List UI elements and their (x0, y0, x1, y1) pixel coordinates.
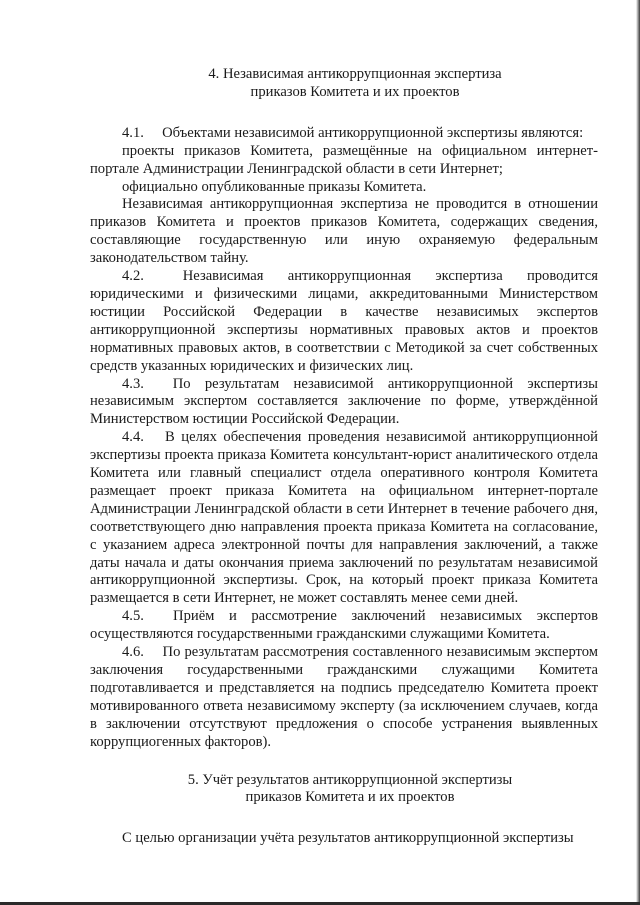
section-4-title-line1: 4. Независимая антикоррупционная экспертиза (208, 66, 502, 82)
section-4-heading (90, 66, 598, 102)
paragraph-4-1-item-2: официально опубликованные приказы Комитета. (122, 178, 427, 195)
paragraph-4-3: 4.3. По результатам независимой антикоррупционной экспертизы независимым экспертом составляется заключение по форме, утверждённой Министерством юстиции Российской Федерации. (90, 375, 598, 428)
section-4-title-line2: приказов Комитета и их проектов (250, 83, 460, 100)
paragraph-4-6: 4.6. По результатам рассмотрения составленного независимым экспертом заключения государственными гражданскими служащими Комитета подготавливается и представляется на подпись председателю Комитета проект мотивированного ответа независимому эксперту (за исключением случаев, когда в заключении отсутствуют предложения о способе устранения выявленных коррупциогенных факторов). (90, 644, 598, 750)
section-5-title-line2: приказов Комитета и их проектов (245, 789, 455, 806)
paragraph-4-1: 4.1. Объектами независимой антикоррупционной экспертизы являются: (122, 124, 584, 141)
section-5-heading (90, 772, 598, 808)
section-4-body (90, 125, 598, 752)
document-page (90, 66, 598, 848)
paragraph-4-1-item-1: проекты приказов Комитета, размещённые на официальном интернет-портале Администрации Ленинградской области в сети Интернет; (90, 142, 598, 177)
paragraph-4-2: 4.2. Независимая антикоррупционная экспертиза проводится юридическими и физическими лицами, аккредитованными Министерством юстиции Российской Федерации в качестве независимых экспертов антикоррупционной экспертизы нормативных правовых актов и проектов нормативных правовых актов, в соответствии с Методикой за счет собственных средств указанных юридических и физических лиц. (90, 268, 598, 374)
paragraph-4-4: 4.4. В целях обеспечения проведения независимой антикоррупционной экспертизы проекта приказа Комитета консультант-юрист аналитического отдела Комитета или главный специалист отдела оперативного контроля Комитета размещает проект приказа Комитета на официальном интернет-портале Администрации Ленинградской области в сети Интернет в течение рабочего дня, соответствующего дню направления проекта приказа Комитета на согласование, с указанием адреса электронной почты для направления заключений, а также даты начала и даты окончания приема заключений по результатам независимой антикоррупционной экспертизы. Срок, на который проект приказа Комитета размещается в сети Интернет, не может составлять менее семи дней. (90, 429, 598, 607)
paragraph-4-5: 4.5. Приём и рассмотрение заключений независимых экспертов осуществляются государственными гражданскими служащими Комитета. (90, 608, 598, 643)
section-5-body (90, 830, 598, 848)
paragraph-4-1-exception: Независимая антикоррупционная экспертиза не проводится в отношении приказов Комитета и проектов приказов Комитета, содержащих сведения, составляющие государственную или иную охраняемую федеральным законодательством тайну. (90, 196, 598, 267)
section-5-title-line1: 5. Учёт результатов антикоррупционной экспертизы (187, 771, 513, 788)
paragraph-5-intro: С целью организации учёта результатов антикоррупционной экспертизы (122, 830, 574, 847)
scan-edge-right (636, 0, 640, 905)
